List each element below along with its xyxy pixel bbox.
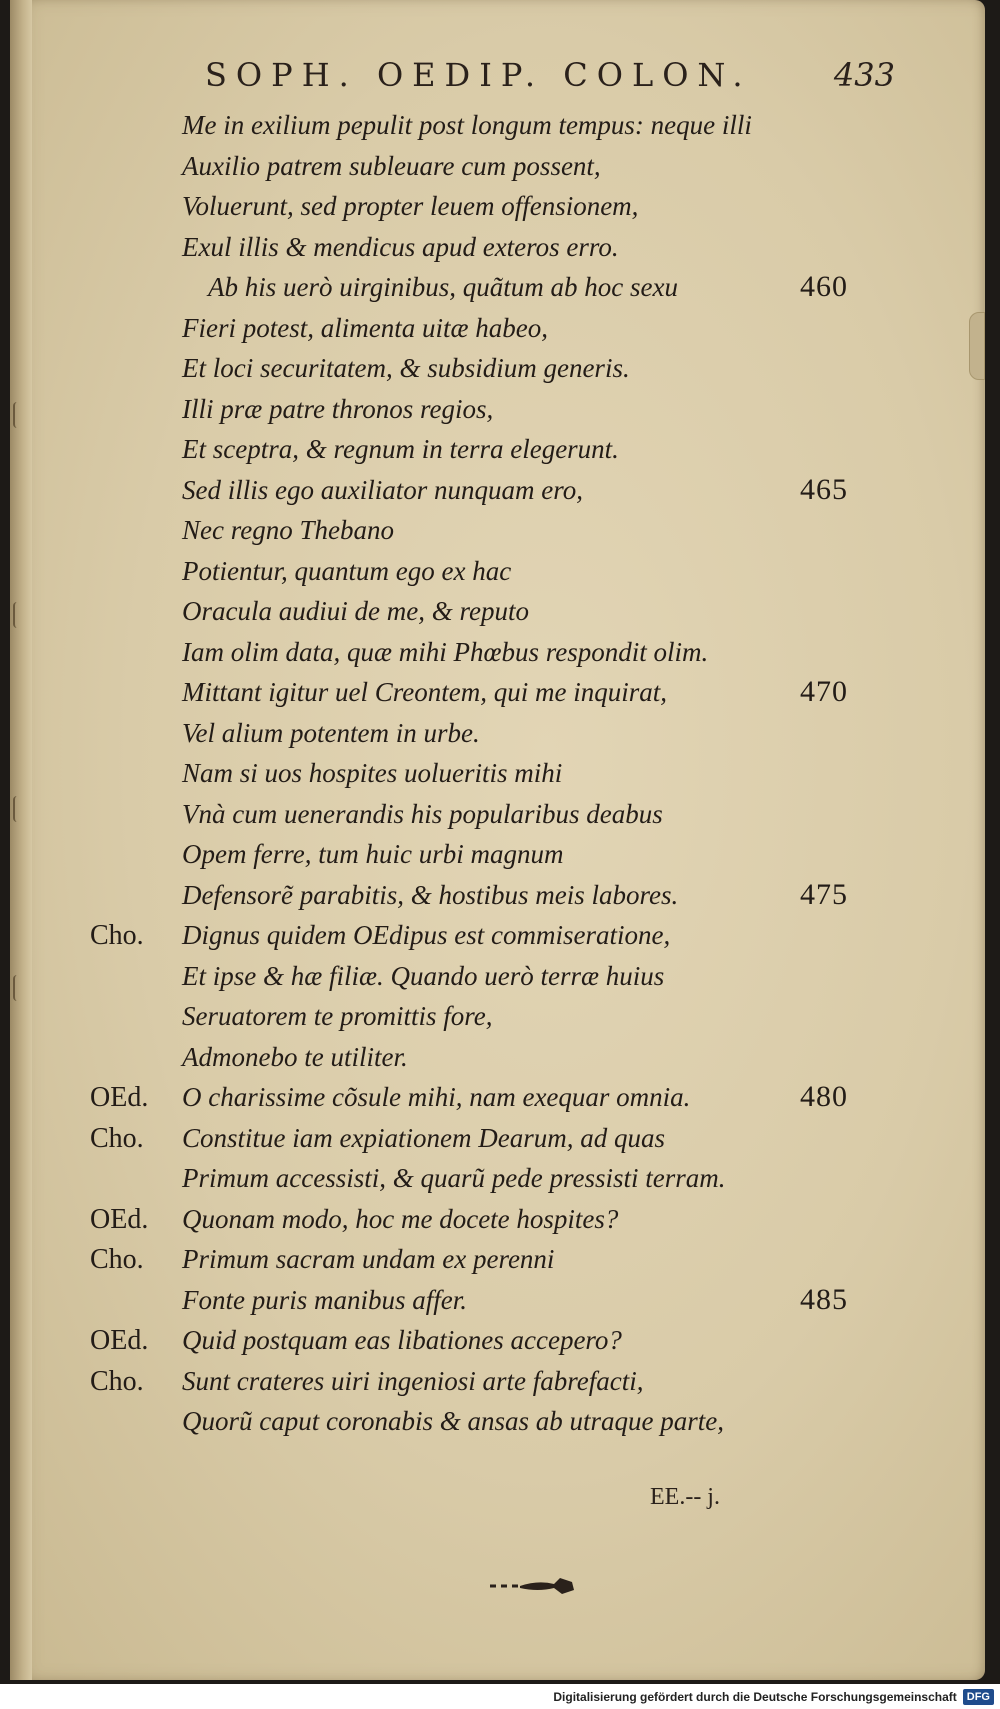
verse-text: Voluerunt, sed propter leuem offensionem, [182, 191, 639, 221]
verse-text: Defensorẽ parabitis, & hostibus meis labores. [182, 879, 679, 910]
speaker-label: Cho. [90, 1244, 144, 1275]
verse-text: Quid postquam eas libationes accepero? [182, 1325, 622, 1355]
verse-text: Fonte puris manibus affer. [182, 1284, 468, 1315]
verse-line [90, 432, 890, 473]
verse-line [90, 311, 890, 352]
edge-mark [13, 975, 23, 1001]
verse-line [90, 108, 890, 149]
verse-text: Sed illis ego auxiliator nunquam ero, [182, 474, 583, 505]
verse-text: Constitue iam expiationem Dearum, ad quas [182, 1122, 665, 1153]
verse-text: Iam olim data, quæ mihi Phœbus respondit olim. [182, 636, 709, 667]
line-number: 460 [800, 270, 848, 303]
speaker-label: Cho. [90, 1122, 144, 1154]
verse-line [90, 351, 890, 392]
verse-line [90, 554, 890, 595]
verse-line [90, 797, 890, 838]
verse-line [90, 230, 890, 271]
verse-text: Illi præ patre thronos regios, [182, 393, 494, 424]
verse-text: Fieri potest, alimenta uitæ habeo, [182, 312, 548, 343]
line-number: 465 [800, 472, 848, 506]
line-number: 470 [800, 675, 848, 708]
verse-text: Potientur, quantum ego ex hac [182, 555, 512, 586]
line-number: 480 [800, 1080, 848, 1113]
facing-page-edge [10, 0, 32, 1680]
verse-line [90, 594, 890, 635]
digitization-footer [0, 1684, 1000, 1709]
verse-text: Et ipse & hæ filiæ. Quando uerò terræ huius [182, 960, 665, 991]
verse-text: Quorũ caput coronabis & ansas ab utraque parte, [182, 1406, 724, 1436]
verse-line [90, 716, 890, 757]
verse-text: Seruatorem te promittis fore, [182, 1001, 493, 1031]
verse-text: Et sceptra, & regnum in terra elegerunt. [182, 434, 619, 464]
speaker-label: Cho. [90, 920, 144, 951]
verse-line [90, 1283, 890, 1324]
verse-text: Vnà cum uenerandis his popularibus deabus [182, 798, 663, 829]
verse-line [90, 1080, 890, 1121]
verse-text: Sunt crateres uiri ingeniosi arte fabrefacti, [182, 1365, 644, 1396]
verse-line [90, 149, 890, 190]
page-number: 433 [833, 56, 895, 94]
page-header [205, 52, 895, 100]
speaker-label: Cho. [90, 1365, 144, 1397]
verse-line [90, 878, 890, 919]
verse-text: Ab his uerò uirginibus, quãtum ab hoc sexu [208, 272, 678, 302]
dfg-logo: DFG [963, 1689, 994, 1705]
verse-line [90, 392, 890, 433]
verse-line [90, 473, 890, 514]
verse-text: Vel alium potentem in urbe. [182, 717, 480, 748]
verse-line [90, 756, 890, 797]
verse-text: Nec regno Thebano [182, 515, 394, 545]
verse-line [90, 837, 890, 878]
verse-text: Nam si uos hospites uolueritis mihi [182, 758, 563, 788]
verse-text: Primum accessisti, & quarũ pede pressisti terram. [182, 1163, 726, 1193]
verse-text: Et loci securitatem, & subsidium generis. [182, 353, 630, 383]
verse-line [90, 1202, 890, 1243]
verse-line [90, 1161, 890, 1202]
verse-text: Primum sacram undam ex perenni [182, 1244, 555, 1274]
edge-mark [13, 602, 23, 628]
line-number: 485 [800, 1282, 848, 1316]
verse-line [90, 635, 890, 676]
verse-text: Oracula audiui de me, & reputo [182, 596, 529, 626]
speaker-label: OEd. [90, 1082, 149, 1113]
page-tab [969, 312, 985, 380]
verse-text: Mittant igitur uel Creontem, qui me inquirat, [182, 677, 667, 707]
verse-line [90, 1121, 890, 1162]
verse-text: Exul illis & mendicus apud exteros erro. [182, 231, 619, 262]
speaker-label: OEd. [90, 1325, 149, 1356]
verse-text: Quonam modo, hoc me docete hospites? [182, 1203, 619, 1234]
verse-text: Auxilio patrem subleuare cum possent, [182, 150, 601, 181]
signature-mark: EE.-- j. [650, 1484, 720, 1510]
verse-line [90, 1364, 890, 1405]
speaker-label: OEd. [90, 1203, 149, 1235]
ornament-icon [488, 1572, 578, 1598]
footer-credit: Digitalisierung gefördert durch die Deutsche Forschungsgemeinschaft [553, 1689, 957, 1704]
verse-text: Admonebo te utiliter. [182, 1041, 408, 1072]
edge-mark [13, 796, 23, 822]
verse-text: O charissime cõsule mihi, nam exequar omnia. [182, 1082, 691, 1112]
verse-line [90, 1040, 890, 1081]
verse-line [90, 189, 890, 230]
running-title: SOPH. OEDIP. COLON. [205, 56, 752, 94]
verse-line [90, 1242, 890, 1283]
verse-text: Me in exilium pepulit post longum tempus: neque illi [182, 110, 752, 140]
verse-text-block [90, 108, 890, 1445]
line-number: 475 [800, 877, 848, 911]
verse-line [90, 1404, 890, 1445]
verse-line [90, 1323, 890, 1364]
verse-line [90, 918, 890, 959]
verse-line [90, 959, 890, 1000]
verse-line [90, 270, 890, 311]
verse-text: Opem ferre, tum huic urbi magnum [182, 839, 564, 869]
verse-line [90, 675, 890, 716]
verse-line [90, 999, 890, 1040]
edge-mark [13, 402, 23, 428]
book-page [10, 0, 985, 1680]
verse-text: Dignus quidem OEdipus est commiseratione, [182, 920, 671, 950]
verse-line [90, 513, 890, 554]
